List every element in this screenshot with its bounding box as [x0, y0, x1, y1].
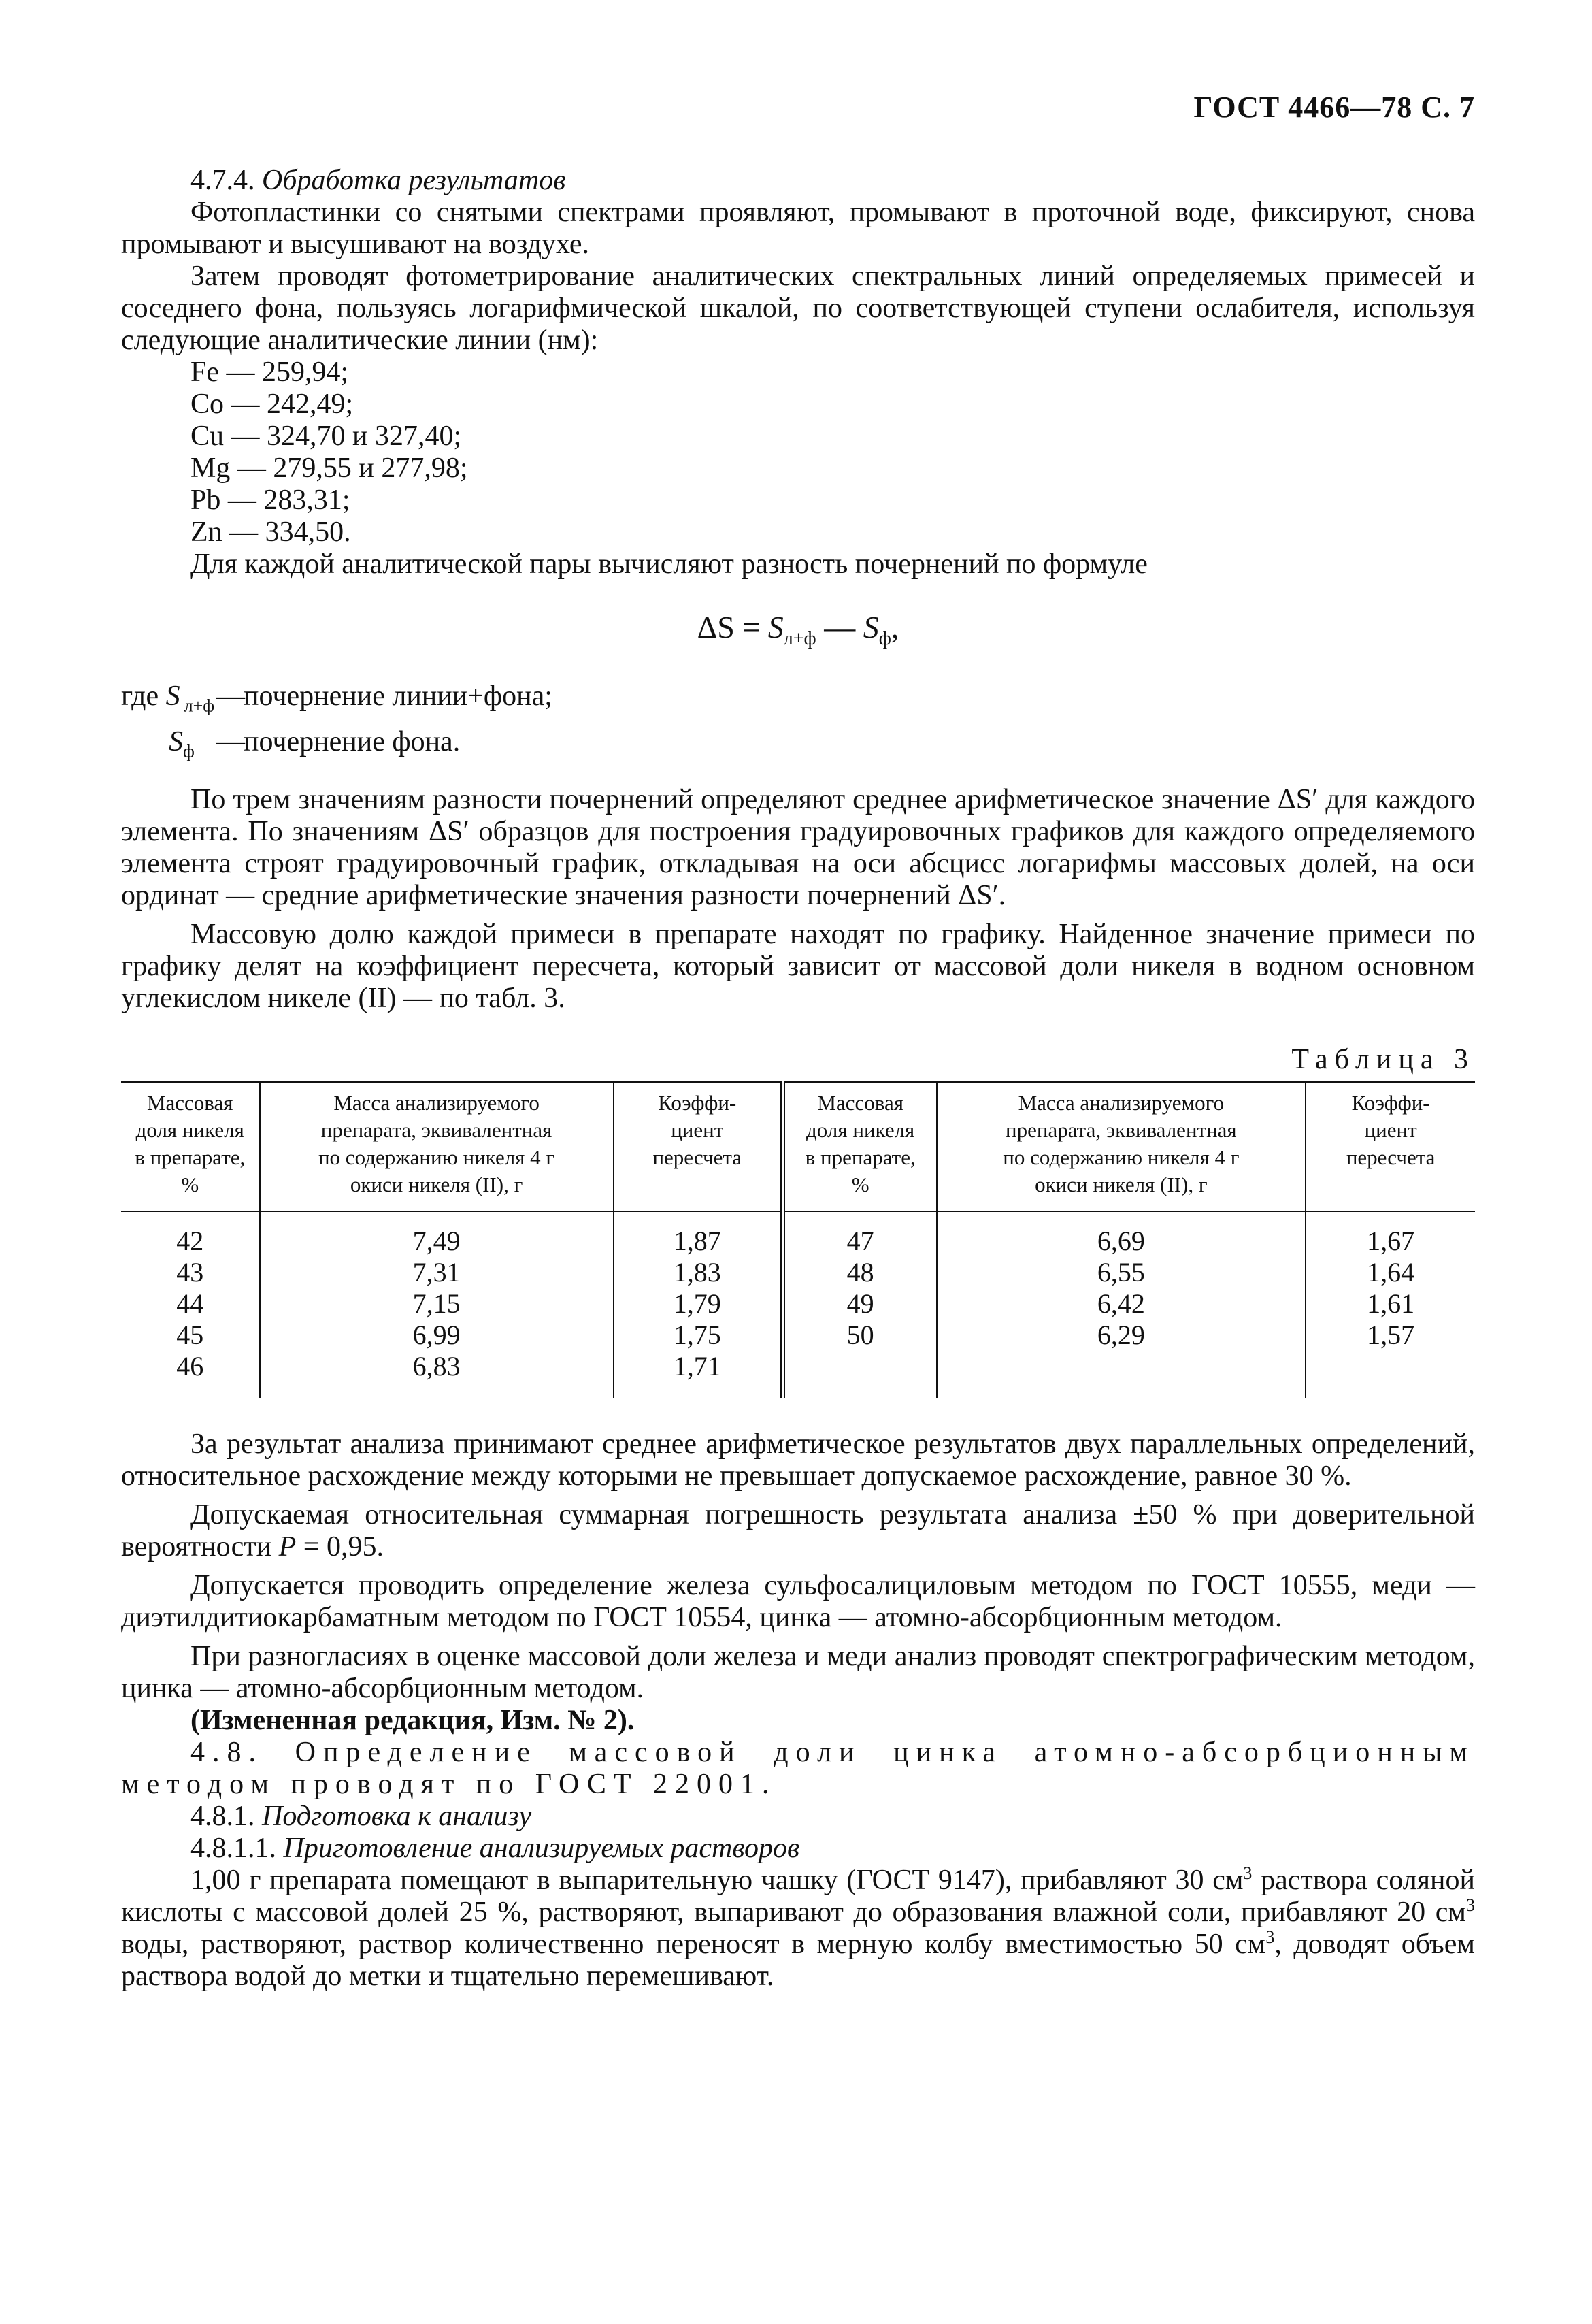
table-cell: 1,61 [1306, 1288, 1475, 1320]
table-cell: 7,49 [260, 1211, 614, 1257]
legend-text: почернение линии+фона; [244, 681, 552, 713]
table-caption: Таблица 3 [1291, 1043, 1475, 1075]
table-cell: 6,83 [260, 1351, 614, 1398]
table-cell: 50 [782, 1320, 936, 1351]
paragraph: 1,00 г препарата помещают в выпарительную чашку (ГОСТ 9147), прибавляют 30 $см^3$ раствора соляной кислоты с массовой долей 25 %, растворяют, выпаривают до образования влажной соли, прибавляют 20 $см^3$ воды, растворяют, раствор количественно переносят в мерную колбу вместимостью 50 $см^3$, доводят объем раствора водой до метки и тщательно перемешивают. [121, 1863, 1475, 1992]
table-cell: 47 [782, 1211, 936, 1257]
table-cell: 6,55 [937, 1257, 1306, 1288]
paragraph: За результат анализа принимают среднее арифметическое результатов двух параллельных определений, относительное расхождение между которыми не превышает допускаемое расхождение, равное 30 %. [121, 1428, 1475, 1492]
table-cell [782, 1351, 936, 1398]
table-cell: 1,75 [614, 1320, 783, 1351]
table-cell: 1,57 [1306, 1320, 1475, 1351]
section-4-8-1-heading: 4.8.1. Подготовка к анализу [190, 1800, 532, 1832]
table-cell: 43 [176, 1256, 204, 1288]
paragraph: Допускаемая относительная суммарная погрешность результата анализа ±50 % при доверительной вероятности P = 0,95. [121, 1499, 1475, 1562]
table-cell: 1,83 [614, 1257, 783, 1288]
table-row [121, 1257, 1475, 1288]
col-header: Коэффи- циент пересчета [614, 1082, 783, 1211]
table-cell: 1,64 [1306, 1257, 1475, 1288]
paragraph: Для каждой аналитической пары вычисляют разность почернений по формуле [190, 549, 1148, 580]
table-row [121, 1211, 1475, 1257]
col-header: Массовая доля никеля в препарате, % [121, 1082, 260, 1211]
table-cell: 49 [782, 1288, 936, 1320]
table-cell [1306, 1351, 1475, 1398]
table-cell: 6,99 [260, 1320, 614, 1351]
table-cell: 6,69 [937, 1211, 1306, 1257]
amendment-note: (Измененная редакция, Изм. № 2). [190, 1704, 635, 1736]
paragraph: По трем значениям разности почернений определяют среднее арифметическое значение ΔS′ для каждого элемента. По значениям ΔS′ образцов для построения градуировочных графиков для каждого определяемого элемента строят градуировочный график, откладывая на оси абсцисс логарифмы массовых долей, на оси ординат — средние арифметические значения разности почернений ΔS′. [121, 783, 1475, 911]
table-cell: 48 [782, 1257, 936, 1288]
section-4-8: 4.8. Определение массовой доли цинка атомно-абсорбционным методом проводят по ГОСТ 22001. [121, 1736, 1475, 1800]
table-cell: 45 [176, 1319, 204, 1350]
table-header-row [121, 1082, 1475, 1211]
legend-text: почернение фона. [244, 725, 461, 757]
list-item: Mg — 279,55 и 277,98; [190, 453, 468, 484]
analytic-lines-list [121, 357, 1475, 549]
page-header: ГОСТ 4466—78 С. 7 [1193, 91, 1475, 124]
table-cell: 46 [176, 1350, 204, 1381]
section-4-8-1-1-heading: 4.8.1.1. Приготовление анализируемых растворов [190, 1832, 800, 1864]
where-label: где S $_{л+ф}$ [121, 681, 215, 716]
table-body [121, 1211, 1475, 1398]
col-header: Масса анализируемого препарата, эквивалентная по содержанию никеля 4 г окиси никеля (II), г [260, 1082, 614, 1211]
col-header: Массовая доля никеля в препарате, % [782, 1082, 936, 1211]
page-body [121, 82, 1475, 1993]
list-item: Cu — 324,70 и 327,40; [190, 421, 462, 452]
table-cell: 1,67 [1306, 1211, 1475, 1257]
formula-legend: где S $_{л+ф}$ — почернение линии+фона; $S_ф$ — почернение фона. [121, 678, 1475, 769]
paragraph: Затем проводят фотометрирование аналитических спектральных линий определяемых примесей и соседнего фона, пользуясь логарифмической шкалой, по соответствующей ступени ослабителя, используя следующие аналитические линии (нм): [121, 261, 1475, 356]
table-cell: 6,42 [937, 1288, 1306, 1320]
list-item: Co — 242,49; [190, 389, 354, 420]
table-cell [937, 1351, 1306, 1398]
formula: $\Delta S = S_{л+ф}$ — $S_ф$, [697, 610, 899, 650]
table-cell: 42 [176, 1225, 204, 1256]
table-cell: 44 [176, 1288, 204, 1319]
table-row [121, 1288, 1475, 1320]
table-row [121, 1320, 1475, 1351]
list-item: Pb — 283,31; [190, 485, 350, 516]
list-item: Zn — 334,50. [190, 517, 351, 548]
paragraph: Фотопластинки со снятыми спектрами проявляют, промывают в проточной воде, фиксируют, снова промывают и высушивают на воздухе. [121, 197, 1475, 260]
col-header: Коэффи- циент пересчета [1306, 1082, 1475, 1211]
table-cell: 6,29 [937, 1320, 1306, 1351]
col-header: Масса анализируемого препарата, эквивалентная по содержанию никеля 4 г окиси никеля (II), г [937, 1082, 1306, 1211]
table-cell: 7,15 [260, 1288, 614, 1320]
section-4-7-4-heading: 4.7.4. Обработка результатов [190, 165, 566, 196]
table-row [121, 1351, 1475, 1398]
table-cell: 1,71 [614, 1351, 783, 1398]
paragraph: При разногласиях в оценке массовой доли железа и меди анализ проводят спектрографическим методом, цинка — атомно-абсорбционным методом. [121, 1640, 1475, 1704]
table-cell: 7,31 [260, 1257, 614, 1288]
table-cell: 1,79 [614, 1288, 783, 1320]
list-item: Fe — 259,94; [190, 357, 349, 388]
conversion-table [121, 1081, 1475, 1398]
paragraph: Допускается проводить определение железа сульфосалициловым методом по ГОСТ 10555, меди — диэтилдитиокарбаматным методом по ГОСТ 10554, цинка — атомно-абсорбционным методом. [121, 1569, 1475, 1633]
table-cell: 1,87 [614, 1211, 783, 1257]
paragraph: Массовую долю каждой примеси в препарате находят по графику. Найденное значение примеси по графику делят на коэффициент пересчета, который зависит от массовой доли никеля в водном основном углекислом никеле (II) — по табл. 3. [121, 918, 1475, 1014]
